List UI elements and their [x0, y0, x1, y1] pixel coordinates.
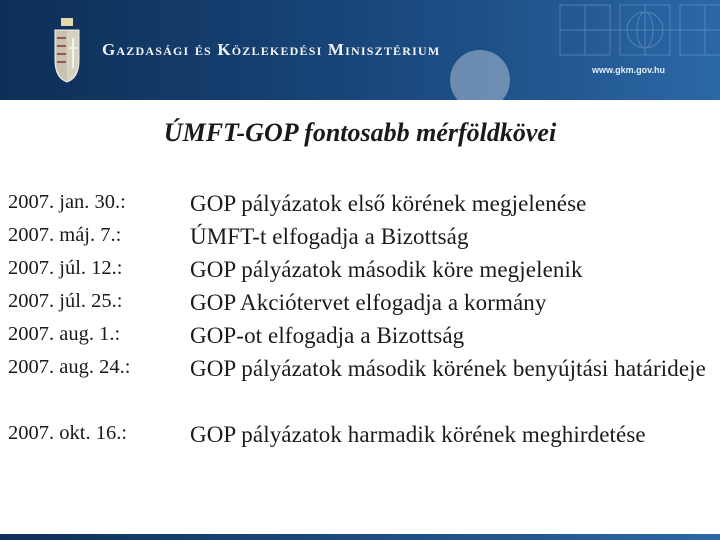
milestone-text: GOP pályázatok első körének megjelenése: [190, 191, 587, 216]
milestone-date: 2007. júl. 25.:: [8, 290, 123, 312]
milestone-text: GOP Akciótervet elfogadja a kormány: [190, 290, 547, 315]
milestone-text: GOP pályázatok második köre megjelenik: [190, 257, 583, 282]
milestone-date: 2007. okt. 16.:: [8, 422, 128, 444]
milestone-text: GOP pályázatok harmadik körének meghirdetése: [190, 422, 646, 447]
milestone-text: GOP pályázatok második körének benyújtási határideje: [190, 356, 706, 381]
website-url: www.gkm.gov.hu: [591, 65, 665, 75]
slide-title: ÚMFT-GOP fontosabb mérföldkövei: [163, 118, 557, 147]
milestone-text: GOP-ot elfogadja a Bizottság: [190, 323, 465, 348]
milestone-date: 2007. júl. 12.:: [8, 257, 123, 279]
milestone-text: ÚMFT-t elfogadja a Bizottság: [190, 224, 469, 249]
footer-bar: [0, 534, 720, 540]
ministry-name: Gazdasági és Közlekedési Minisztérium: [102, 40, 441, 59]
milestone-date: 2007. aug. 24.:: [8, 356, 131, 378]
milestone-date: 2007. jan. 30.:: [8, 191, 126, 213]
milestone-date: 2007. aug. 1.:: [8, 323, 121, 345]
milestone-date: 2007. máj. 7.:: [8, 224, 122, 246]
